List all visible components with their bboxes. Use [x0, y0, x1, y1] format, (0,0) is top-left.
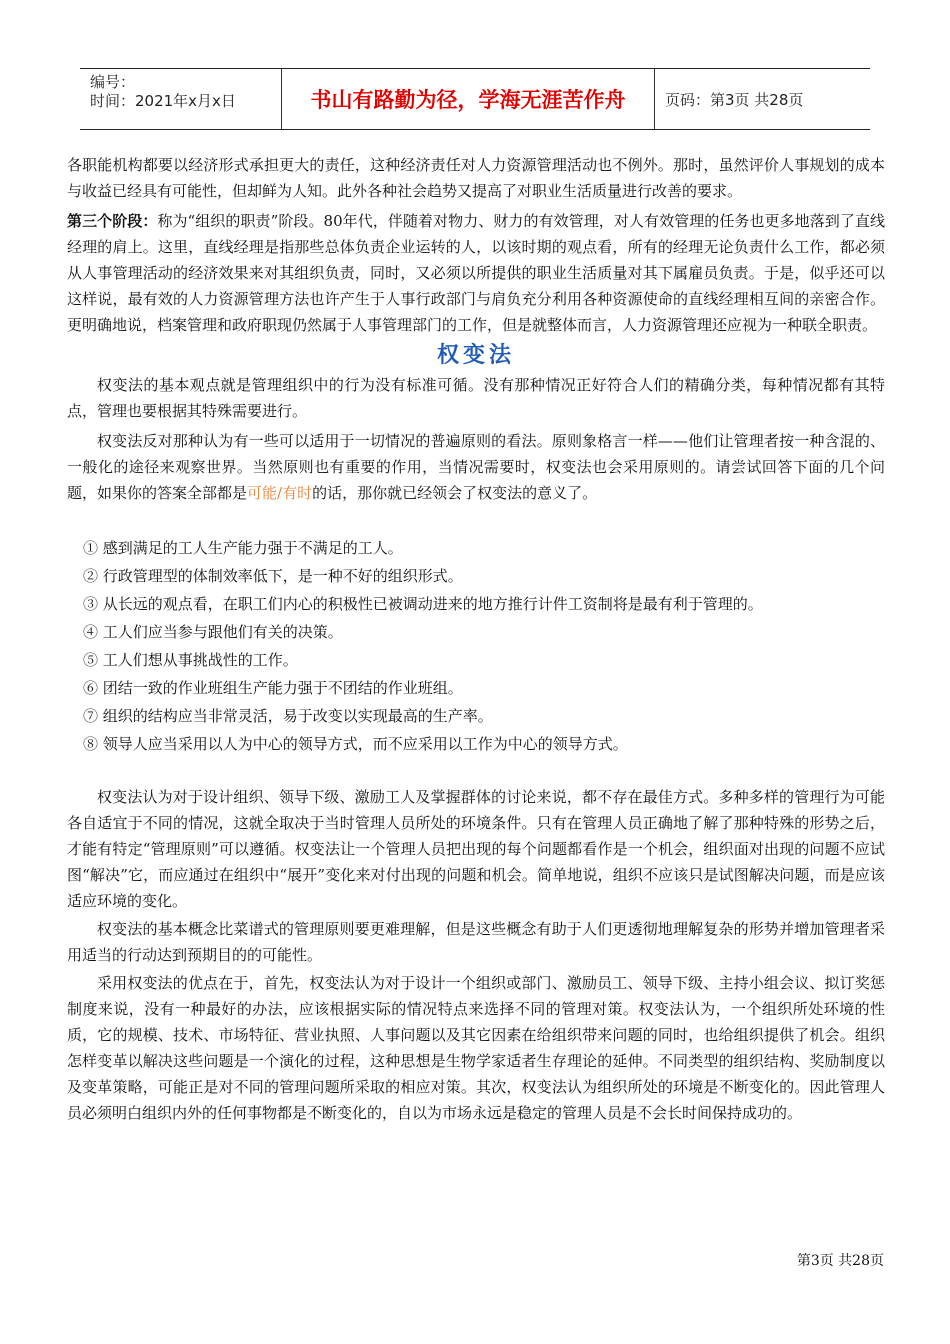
list-item: ① 感到满足的工人生产能力强于不满足的工人。: [83, 539, 403, 557]
list-item: ④ 工人们应当参与跟他们有关的决策。: [83, 623, 343, 641]
list-item: ⑦ 组织的结构应当非常灵活，易于改变以实现最高的生产率。: [83, 707, 493, 725]
time-label: 时间：2021年x月x日: [90, 92, 236, 110]
page-header: [80, 68, 870, 130]
document-body: [67, 152, 885, 1126]
question-list: [67, 534, 885, 758]
code-label: 编号：: [90, 73, 136, 91]
header-meta: [80, 69, 282, 129]
paragraph: 采用权变法的优点在于，首先，权变法认为对于设计一个组织或部门、激励员工、领导下级、主持小组会议、拟订奖惩制度来说，没有一种最好的办法，应该根据实际的情况特点来选择不同的管理对策。权变法认为，一个组织所处环境的性质，它的规模、技术、市场特征、营业执照、人事问题以及其它因素在给组织带来问题的同时，也给组织提供了机会。组织怎样变革以解决这些问题是一个演化的过程，这种思想是生物学家适者生存理论的延伸。不同类型的组织结构、奖励制度以及变革策略，可能正是对不同的管理问题所采取的相应对策。其次，权变法认为组织所处的环境是不断变化的。因此管理人员必须明白组织内外的任何事物都是不断变化的，自以为市场永远是稳定的管理人员是不会长时间保持成功的。: [67, 974, 885, 1122]
highlight-text: 可能/有时: [247, 484, 313, 502]
paragraph: 权变法认为对于设计组织、领导下级、激励工人及掌握群体的讨论来说，都不存在最佳方式。多种多样的管理行为可能各自适宜于不同的情况，这就全取决于当时管理人员所处的环境条件。只有在管理人员正确地了解了那种特殊的形势之后，才能有特定“管理原则”可以遵循。权变法让一个管理人员把出现的每个问题都看作是一个机会，组织面对出现的问题不应试图“解决”它，而应通过在组织中“展开”变化来对付出现的问题和机会。简单地说，组织不应该只是试图解决问题，而是应该适应环境的变化。: [67, 788, 885, 910]
paragraph: 权变法的基本观点就是管理组织中的行为没有标准可循。没有那种情况正好符合人们的精确分类，每种情况都有其特点，管理也要根据其特殊需要进行。: [67, 376, 885, 420]
paragraph-text: 称为“组织的职责”阶段。80年代，伴随着对物力、财力的有效管理，对人有效管理的任务也更多地落到了直线经理的肩上。这里，直线经理是指那些总体负责企业运转的人，以该时期的观点看，所有的经理无论负责什么工作，都必须从人事管理活动的经济效果来对其组织负责，同时，又必须以所提供的职业生活质量对其下属雇员负责。于是，似乎还可以这样说，最有效的人力资源管理方法也许产生于人事行政部门与肩负充分利用各种资源使命的直线经理相互间的亲密合作。更明确地说，档案管理和政府职现仍然属于人事管理部门的工作，但是就整体而言，人力资源管理还应视为一种联全职责。: [67, 212, 885, 334]
header-motto: 书山有路勤为径，学海无涯苦作舟: [282, 69, 655, 129]
paragraph-lead: 第三个阶段：: [67, 212, 158, 230]
list-item: ② 行政管理型的体制效率低下，是一种不好的组织形式。: [83, 567, 463, 585]
paragraph-questions-intro: [67, 428, 885, 506]
section-title: 权变法: [436, 343, 515, 368]
list-item: ③ 从长远的观点看，在职工们内心的积极性已被调动进来的地方推行计件工资制将是最有利于管理的。: [83, 595, 763, 613]
list-item: ⑤ 工人们想从事挑战性的工作。: [83, 651, 298, 669]
list-item: ⑥ 团结一致的作业班组生产能力强于不团结的作业班组。: [83, 679, 463, 697]
paragraph: 权变法的基本概念比菜谱式的管理原则要更难理解，但是这些概念有助于人们更透彻地理解复杂的形势并增加管理者采用适当的行动达到预期目的的可能性。: [67, 920, 885, 964]
paragraph-third-stage: [67, 208, 885, 338]
paragraph-text: 权变法反对那种认为有一些可以适用于一切情况的普遍原则的看法。原则象格言一样——他们让管理者按一种含混的、一般化的途径来观察世界。当然原则也有重要的作用，当情况需要时，权变法也会采用原则的。请尝试回答下面的几个问题，如果你的答案全部都是: [67, 432, 885, 502]
list-item: ⑧ 领导人应当采用以人为中心的领导方式，而不应采用以工作为中心的领导方式。: [83, 735, 628, 753]
paragraph: 各职能机构都要以经济形式承担更大的责任，这种经济责任对人力资源管理活动也不例外。那时，虽然评价人事规划的成本与收益已经具有可能性，但却鲜为人知。此外各种社会趋势又提高了对职业生活质量进行改善的要求。: [67, 156, 885, 200]
paragraph-text: 的话，那你就已经领会了权变法的意义了。: [312, 484, 598, 502]
header-page-number: 页码：第3页 共28页: [665, 90, 804, 109]
page-footer: 第3页 共28页: [796, 1253, 884, 1269]
